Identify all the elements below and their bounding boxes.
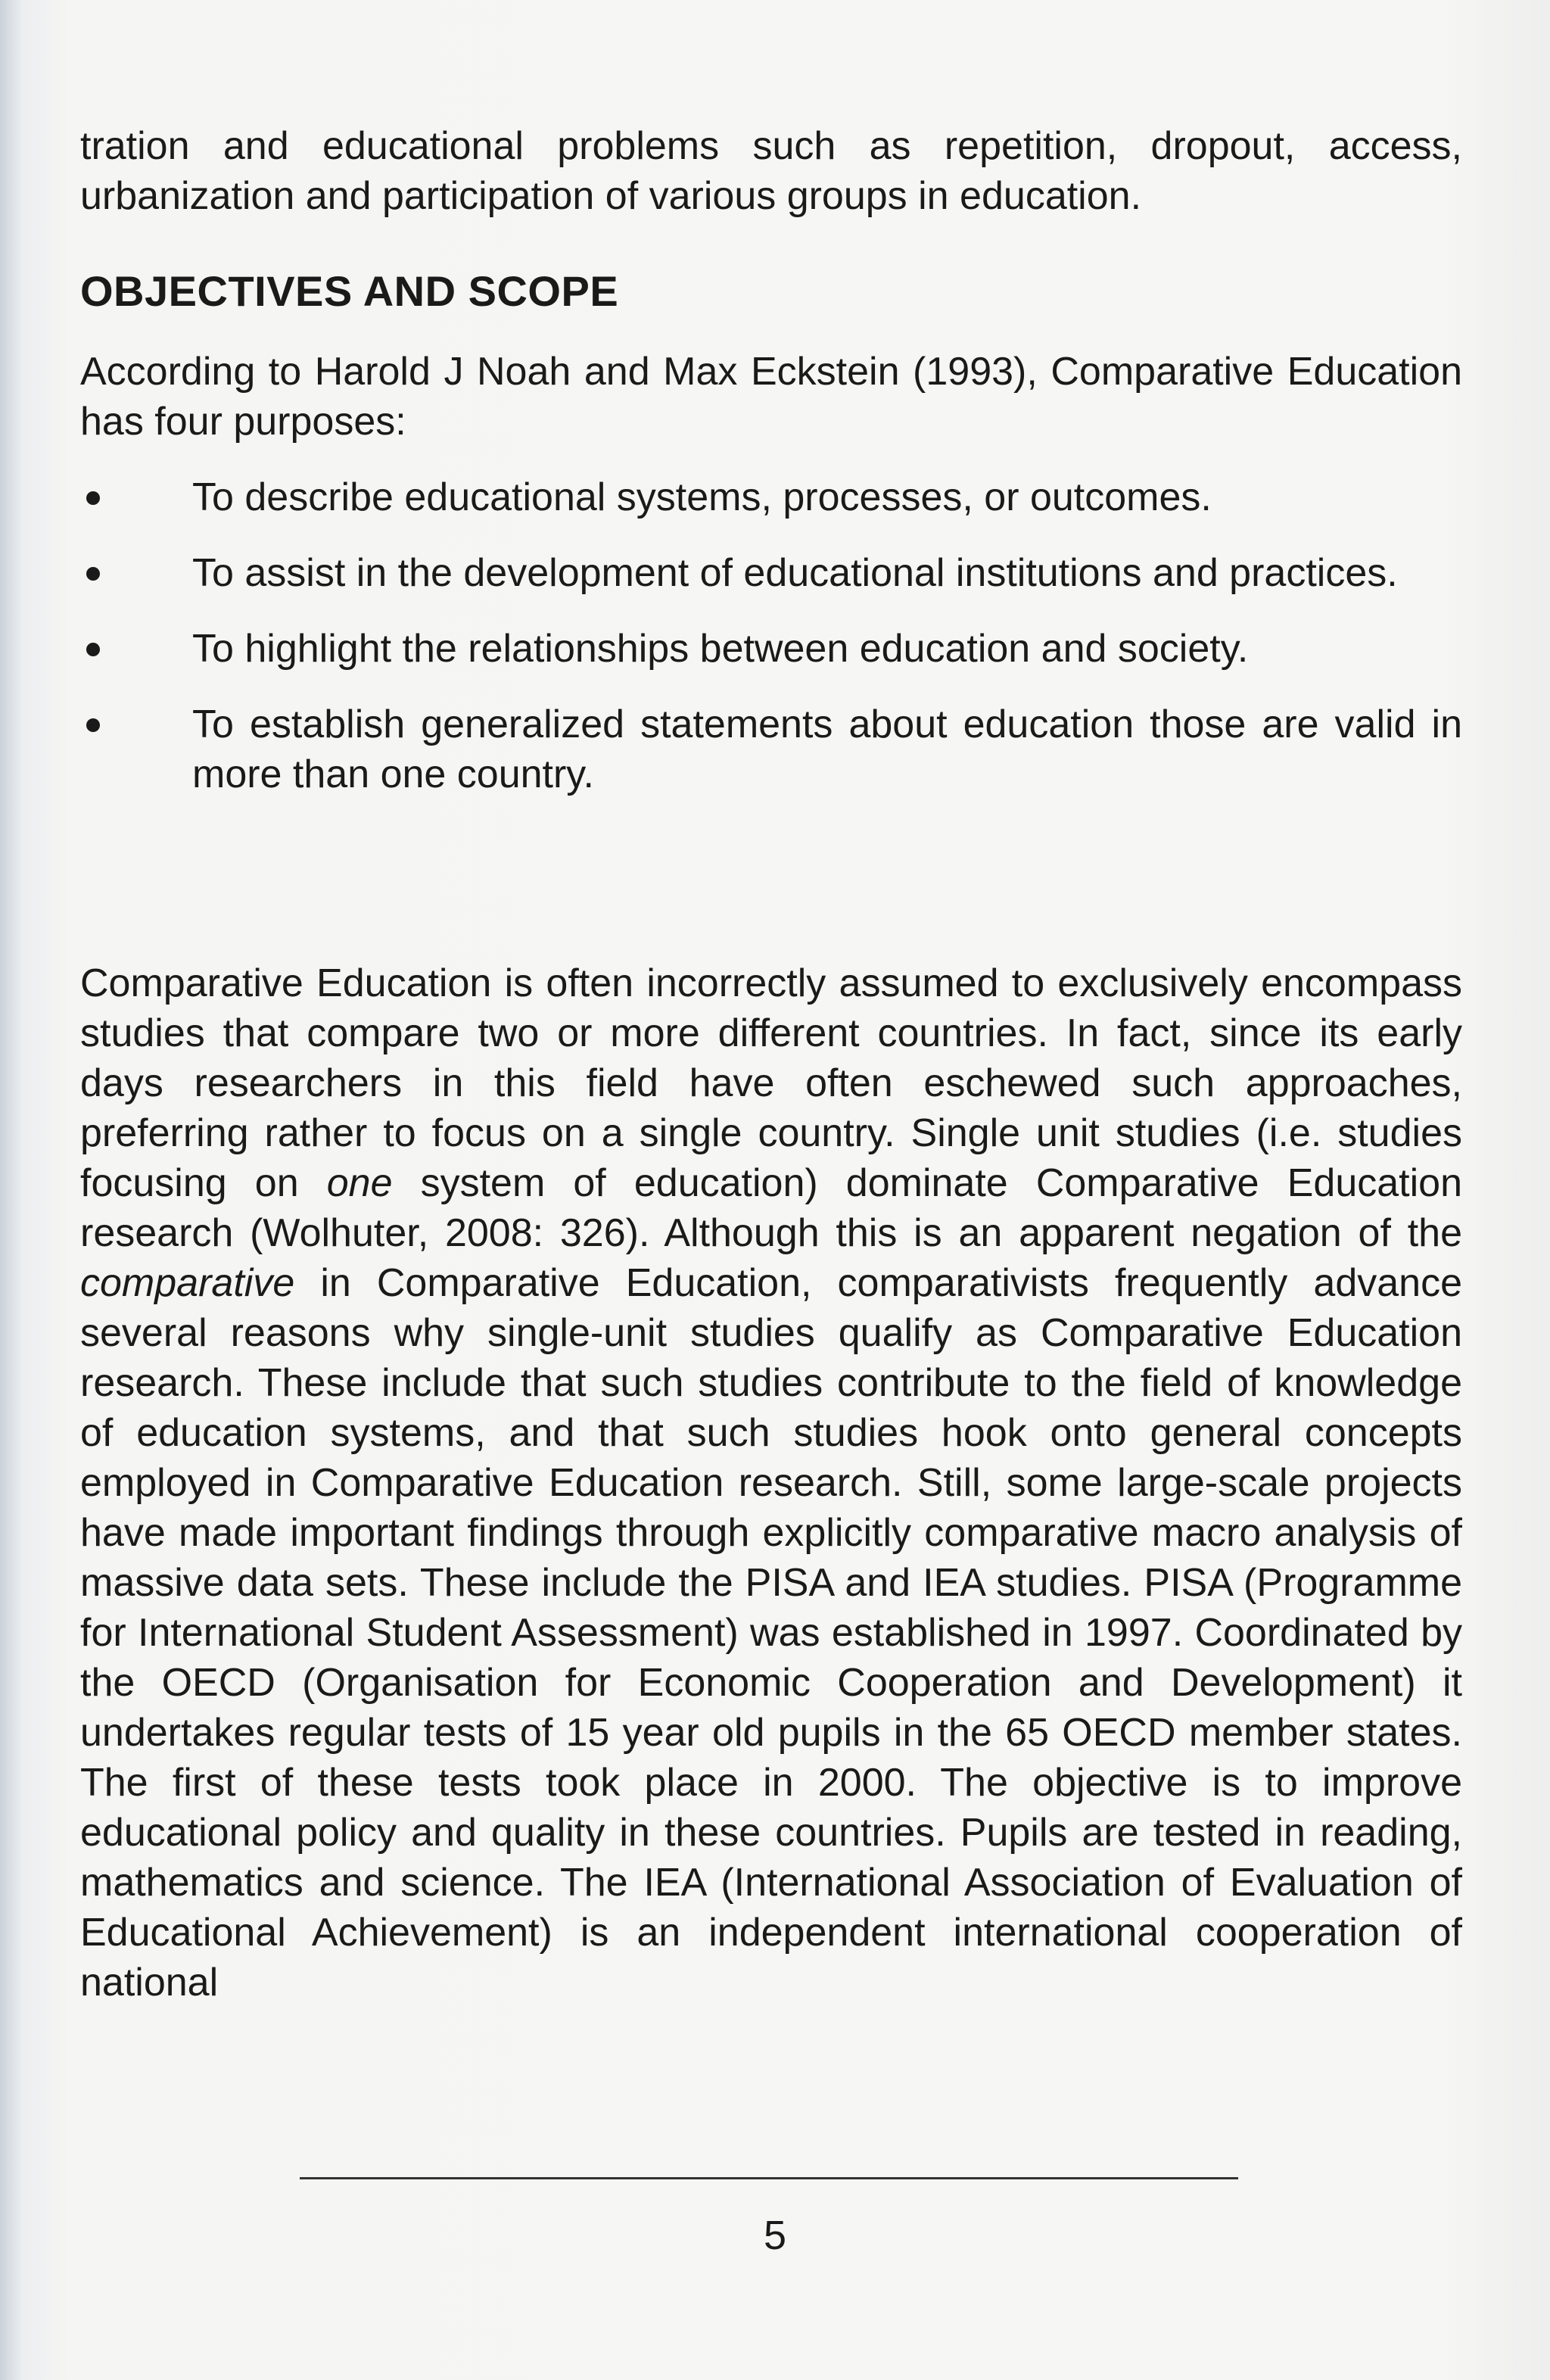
section-heading: OBJECTIVES AND SCOPE <box>80 267 619 315</box>
body-text-part-3: in Comparative Education, comparativists frequently advance several reasons why single-unit studies qualify as Comparative Education research. These include that such studies contribute to the field of knowledge of education systems, and that such studies hook onto general concepts employed in Comparative Education research. Still, some large-scale projects have made important findings through explicitly comparative macro analysis of massive data sets. These include the PISA and IEA studies. PISA (Programme for International Student Assessment) was established in 1997. Coordinated by the OECD (Organisation for Economic Cooperation and Development) it undertakes regular tests of 15 year old pupils in the 65 OECD member states. The first of these tests took place in 2000. The objective is to improve educational policy and quality in these countries. Pupils are tested in reading, mathematics and science. The IEA (International Association of Evaluation of Educational Achievement) is an independent international cooperation of national <box>80 1261 1462 2005</box>
body-paragraph-block <box>80 958 1462 2008</box>
list-item-text: To establish generalized statements about education those are valid in more than one country. <box>192 702 1462 796</box>
body-text-part-2: system of education) dominate Comparative Education research (Wolhuter, 2008: 326). Although this is an apparent negation of the <box>80 1161 1462 1255</box>
bullet-icon <box>86 491 100 505</box>
footer-divider <box>300 2177 1238 2179</box>
list-item-text: To describe educational systems, processes, or outcomes. <box>192 475 1212 519</box>
emphasis-one: one <box>326 1161 393 1205</box>
list-item <box>80 472 1462 522</box>
page-number: 5 <box>763 2213 787 2258</box>
list-item-text: To assist in the development of educational institutions and practices. <box>192 551 1398 595</box>
list-item-text: To highlight the relationships between education and society. <box>192 627 1249 671</box>
bullet-icon <box>86 643 100 656</box>
list-item <box>80 548 1462 598</box>
bullet-icon <box>86 567 100 581</box>
emphasis-comparative: comparative <box>80 1261 295 1305</box>
purposes-list <box>80 472 1462 799</box>
intro-continuation <box>80 121 1462 221</box>
list-item <box>80 624 1462 674</box>
intro-paragraph: tration and educational problems such as repetition, dropout, access, urbanization and participation of various groups in education. <box>80 124 1462 218</box>
body-text-part-1: Comparative Education is often incorrectly assumed to exclusively encompass studies that compare two or more different countries. In fact, since its early days researchers in this field have often eschewed such approaches, preferring rather to focus on a single country. Single unit studies (i.e. studies focusing on <box>80 961 1462 1205</box>
bullet-icon <box>86 718 100 732</box>
list-item <box>80 699 1462 799</box>
body-paragraph <box>80 958 1462 2008</box>
purposes-intro <box>80 347 1462 447</box>
purposes-intro-paragraph: According to Harold J Noah and Max Eckstein (1993), Comparative Education has four purposes: <box>80 350 1462 444</box>
